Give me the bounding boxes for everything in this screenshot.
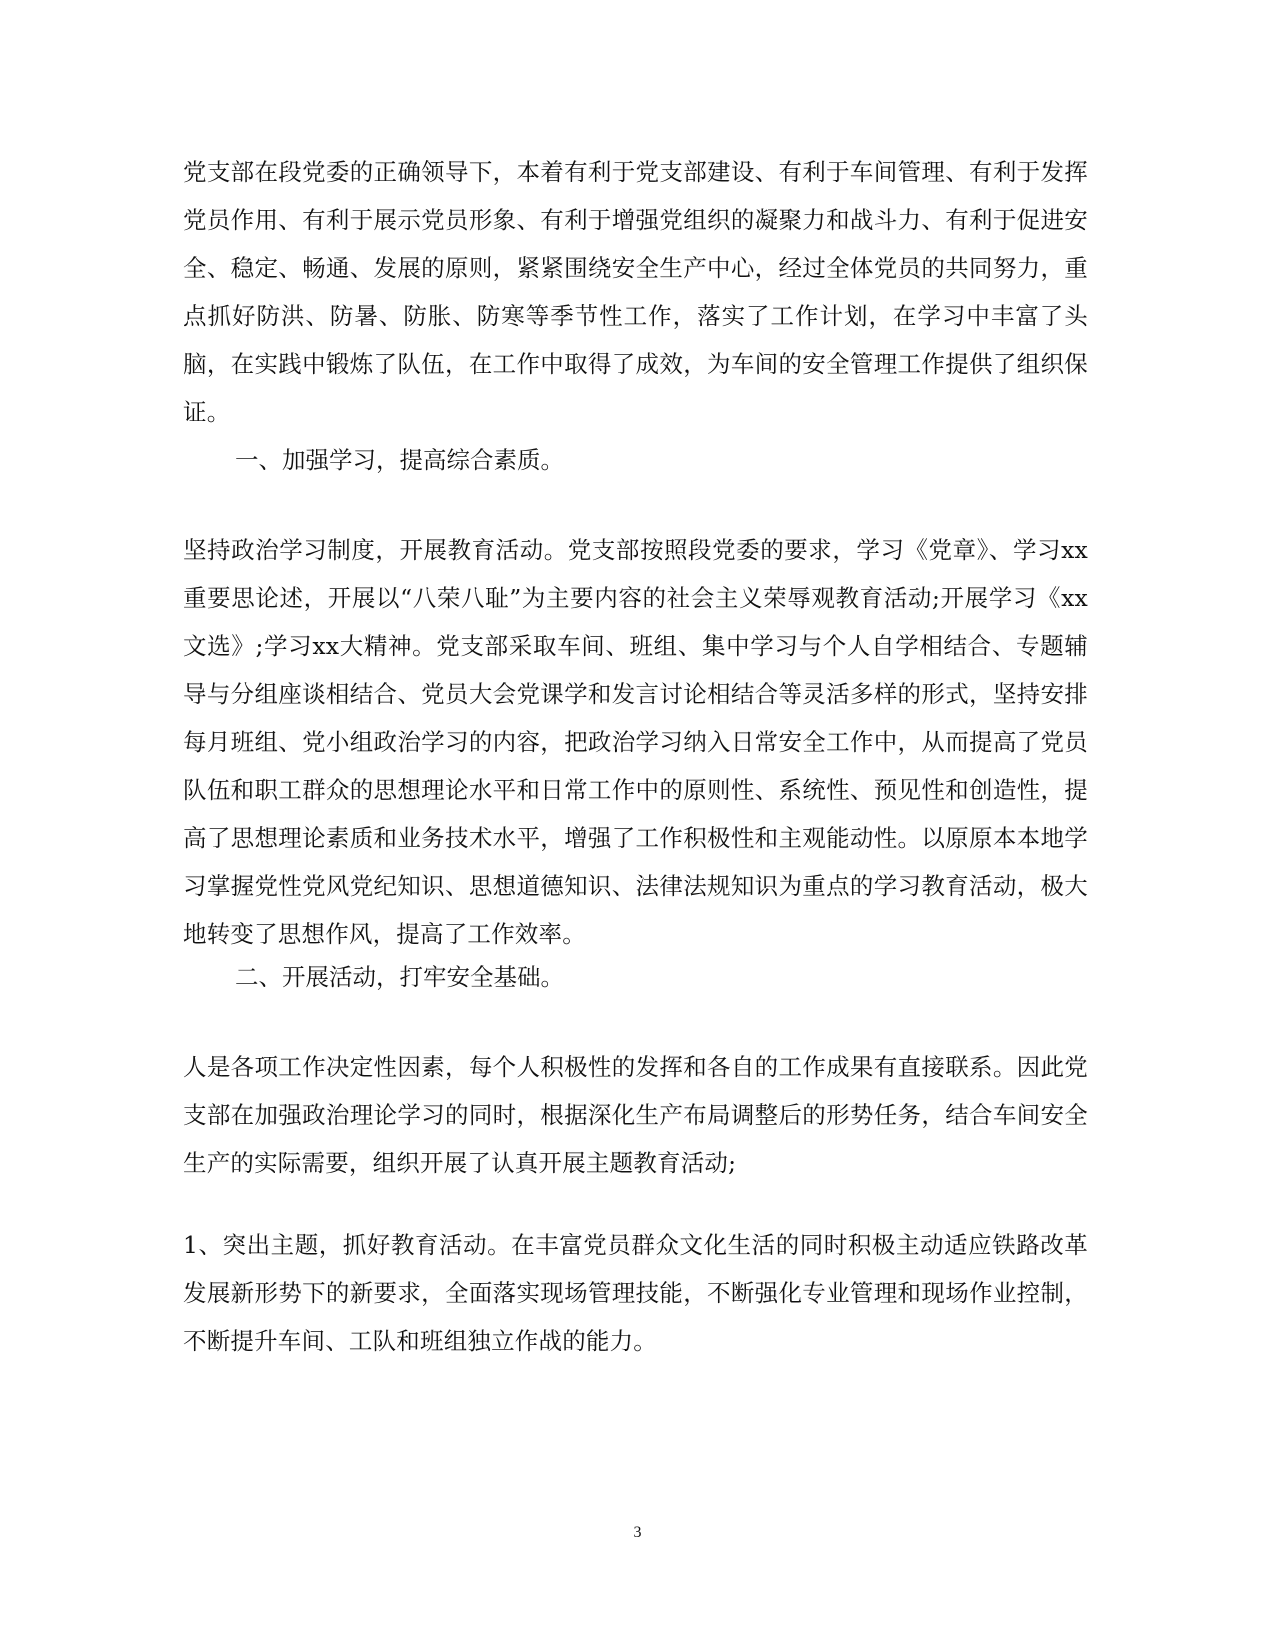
section-heading-1: 一、加强学习，提高综合素质。 xyxy=(235,446,564,474)
section-heading-2: 二、开展活动，打牢安全基础。 xyxy=(235,963,564,991)
body-paragraph-item-1: 1、突出主题，抓好教育活动。在丰富党员群众文化生活的同时积极主动适应铁路改革发展新形势下的新要求，全面落实现场管理技能，不断强化专业管理和现场作业控制，不断提升车间、工队和班组独立作战的能力。 xyxy=(183,1231,1088,1355)
body-paragraph-intro: 党支部在段党委的正确领导下，本着有利于党支部建设、有利于车间管理、有利于发挥党员作用、有利于展示党员形象、有利于增强党组织的凝聚力和战斗力、有利于促进安全、稳定、畅通、发展的原则，紧紧围绕安全生产中心，经过全体党员的共同努力，重点抓好防洪、防暑、防胀、防寒等季节性工作，落实了工作计划，在学习中丰富了头脑，在实践中锻炼了队伍，在工作中取得了成效，为车间的安全管理工作提供了组织保证。 xyxy=(183,158,1088,426)
body-paragraph-activities: 人是各项工作决定性因素，每个人积极性的发挥和各自的工作成果有直接联系。因此党支部在加强政治理论学习的同时，根据深化生产布局调整后的形势任务，结合车间安全生产的实际需要，组织开展了认真开展主题教育活动; xyxy=(183,1053,1088,1177)
body-paragraph-study: 坚持政治学习制度，开展教育活动。党支部按照段党委的要求，学习《党章》、学习xx重要思论述，开展以“八荣八耻”为主要内容的社会主义荣辱观教育活动;开展学习《xx文选》;学习xx大精神。党支部采取车间、班组、集中学习与个人自学相结合、专题辅导与分组座谈相结合、党员大会党课学和发言讨论相结合等灵活多样的形式，坚持安排每月班组、党小组政治学习的内容，把政治学习纳入日常安全工作中，从而提高了党员队伍和职工群众的思想理论水平和日常工作中的原则性、系统性、预见性和创造性，提高了思想理论素质和业务技术水平，增强了工作积极性和主观能动性。以原原本本地学习掌握党性党风党纪知识、思想道德知识、法律法规知识为重点的学习教育活动，极大地转变了思想作风，提高了工作效率。 xyxy=(183,536,1088,948)
page-number: 3 xyxy=(633,1524,642,1541)
